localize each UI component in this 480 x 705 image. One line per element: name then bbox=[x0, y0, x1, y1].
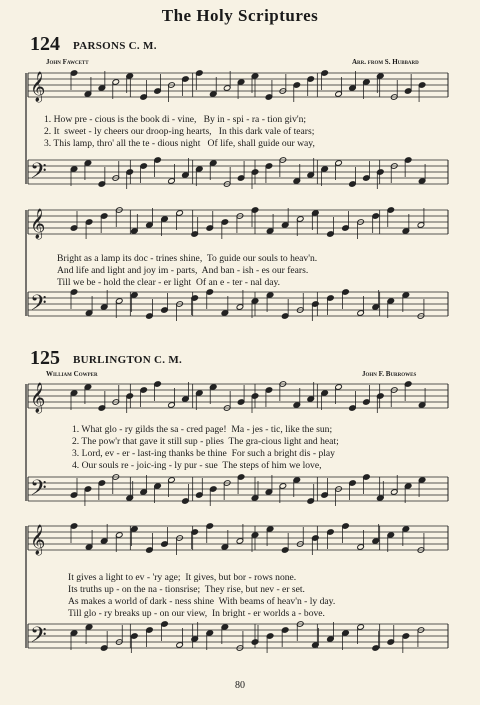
svg-text:𝄞: 𝄞 bbox=[30, 209, 46, 239]
tune-name: BURLINGTON C. M. bbox=[73, 354, 183, 366]
music-credit: Arr. from S. Hubbard bbox=[352, 58, 419, 66]
verse-line: 3. This lamp, thro' all the te - dious night Of life, shall guide our way, bbox=[44, 138, 315, 149]
hymn-number: 124 bbox=[30, 33, 60, 55]
page-number: 80 bbox=[235, 680, 245, 691]
verse-line: As makes a world of dark - ness shine With beams of heav'n - ly day. bbox=[68, 596, 336, 607]
hymn-number: 125 bbox=[30, 347, 60, 369]
words-credit: John Fawcett bbox=[46, 58, 89, 66]
verse-line: Till we be - hold the clear - er light Of an e - ter - nal day. bbox=[57, 277, 281, 288]
svg-text:𝄢: 𝄢 bbox=[30, 476, 47, 506]
verse-line: 1. How pre - cious is the book di - vine, By in - spi - ra - tion giv'n; bbox=[44, 114, 307, 125]
verse-line: 4. Our souls re - joic-ing - ly pur - sue The steps of him we love, bbox=[72, 460, 322, 471]
verse-line: Bright as a lamp its doc - trines shine, To guide our souls to heav'n. bbox=[57, 253, 318, 264]
words-credit: William Cowper bbox=[46, 370, 98, 378]
verse-line: 2. It sweet - ly cheers our droop-ing hearts, In this dark vale of tears; bbox=[44, 126, 315, 137]
verse-line: Its truths up - on the na - tionsrise; They rise, but nev - er set. bbox=[68, 584, 305, 595]
verse-line: Till glo - ry breaks up - on our view, In bright - er worlds a - bove. bbox=[68, 608, 325, 619]
svg-text:𝄞: 𝄞 bbox=[30, 525, 46, 555]
svg-text:𝄢: 𝄢 bbox=[30, 291, 47, 321]
svg-text:𝄞: 𝄞 bbox=[30, 72, 46, 102]
verse-line: It gives a light to ev - 'ry age; It gives, but bor - rows none. bbox=[68, 572, 297, 583]
svg-text:𝄢: 𝄢 bbox=[30, 159, 47, 189]
verse-line: 1. What glo - ry gilds the sa - cred page! Ma - jes - tic, like the sun; bbox=[72, 424, 333, 435]
svg-text:𝄞: 𝄞 bbox=[30, 383, 46, 413]
svg-text:𝄢: 𝄢 bbox=[30, 623, 47, 653]
verse-line: 3. Lord, ev - er - last-ing thanks be thine For such a bright dis - play bbox=[72, 448, 335, 459]
music-credit: John F. Burrowes bbox=[362, 370, 417, 378]
verse-line: 2. The pow'r that gave it still sup - plies The gra-cious light and heat; bbox=[72, 436, 339, 447]
page-header: The Holy Scriptures bbox=[161, 6, 319, 25]
verse-line: And life and light and joy im - parts, And ban - ish - es our fears. bbox=[57, 265, 309, 276]
tune-name: PARSONS C. M. bbox=[73, 40, 157, 52]
